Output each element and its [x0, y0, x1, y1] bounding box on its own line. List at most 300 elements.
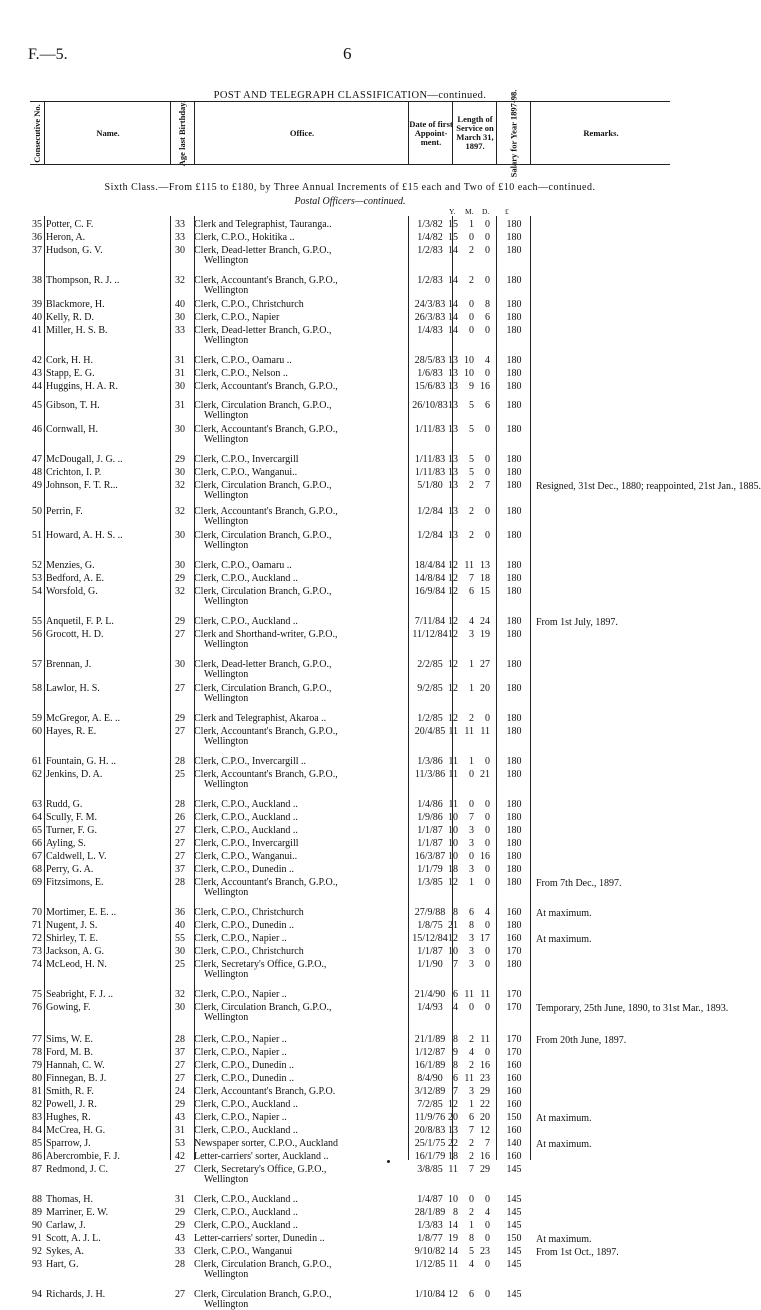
service-years: 14	[448, 245, 458, 256]
service-years: 13	[448, 1125, 458, 1136]
person-name: Abercrombie, F. J.	[46, 1151, 120, 1162]
service-years: 13	[448, 530, 458, 541]
office-line-continued: Wellington	[204, 1012, 249, 1023]
unit-days: D.	[482, 207, 490, 216]
appointment-date: 1/9/86	[417, 812, 443, 823]
person-name: Scully, F. M.	[46, 812, 98, 823]
row-number: 81	[32, 1086, 42, 1097]
office-line: Clerk, Accountant's Branch, G.P.O.,	[194, 769, 338, 780]
age: 40	[175, 920, 185, 931]
office	[194, 660, 406, 680]
age: 27	[175, 1164, 185, 1175]
service-days: 0	[485, 219, 490, 230]
service-years: 12	[448, 683, 458, 694]
age: 27	[175, 825, 185, 836]
office-line: Clerk, Accountant's Branch, G.P.O.,	[194, 726, 338, 737]
age: 31	[175, 1125, 185, 1136]
service-days: 22	[480, 1099, 490, 1110]
service-years: 14	[448, 1246, 458, 1257]
salary: 170	[506, 946, 522, 957]
appointment-date: 11/12/84	[412, 629, 448, 640]
remarks: At maximum.	[536, 1113, 592, 1124]
service-months: 3	[469, 959, 474, 970]
age: 29	[175, 1207, 185, 1218]
service-years: 13	[448, 400, 458, 411]
row-number: 48	[32, 467, 42, 478]
salary: 180	[506, 355, 522, 366]
service-years: 12	[448, 629, 458, 640]
person-name: Caldwell, L. V.	[46, 851, 107, 862]
service-months: 0	[469, 851, 474, 862]
service-days: 0	[485, 275, 490, 286]
appointment-date: 1/4/86	[417, 799, 443, 810]
column-header-name: Name.	[44, 102, 171, 164]
remarks: At maximum.	[536, 1139, 592, 1150]
office-line: Clerk, C.P.O., Christchurch	[194, 946, 304, 957]
office	[194, 1003, 406, 1023]
person-name: Grocott, H. D.	[46, 629, 104, 640]
service-months: 9	[469, 381, 474, 392]
office	[194, 800, 406, 810]
office-line-continued: Wellington	[204, 887, 249, 898]
salary: 180	[506, 756, 522, 767]
office-line: Clerk, C.P.O., Auckland ..	[194, 616, 298, 627]
service-years: 14	[448, 312, 458, 323]
salary: 140	[506, 1138, 522, 1149]
service-days: 4	[485, 907, 490, 918]
person-name: Nugent, J. S.	[46, 920, 98, 931]
office	[194, 401, 406, 421]
salary: 180	[506, 368, 522, 379]
service-years: 12	[448, 560, 458, 571]
column-header-remarks: Remarks.	[530, 102, 671, 164]
service-days: 0	[485, 467, 490, 478]
appointment-date: 1/4/83	[417, 325, 443, 336]
age: 42	[175, 1151, 185, 1162]
age: 32	[175, 275, 185, 286]
appointment-date: 3/12/89	[414, 1086, 446, 1097]
column-header-no: Consecutive No.	[31, 103, 42, 163]
age: 29	[175, 454, 185, 465]
office-line: Clerk, C.P.O., Auckland ..	[194, 1125, 298, 1136]
salary: 160	[506, 1086, 522, 1097]
office-line: Clerk, C.P.O., Napier ..	[194, 1034, 287, 1045]
salary: 145	[506, 1220, 522, 1231]
salary: 180	[506, 920, 522, 931]
age: 30	[175, 946, 185, 957]
office-line-continued: Wellington	[204, 1174, 249, 1185]
service-years: 13	[448, 454, 458, 465]
salary: 145	[506, 1259, 522, 1270]
office	[194, 865, 406, 875]
service-years: 12	[448, 1099, 458, 1110]
age: 33	[175, 325, 185, 336]
office-line-continued: Wellington	[204, 434, 249, 445]
office	[194, 1290, 406, 1310]
salary: 160	[506, 1125, 522, 1136]
office	[194, 921, 406, 931]
appointment-date: 26/10/83	[412, 400, 448, 411]
salary: 170	[506, 1047, 522, 1058]
salary: 180	[506, 381, 522, 392]
person-name: Cornwall, H.	[46, 424, 98, 435]
service-months: 3	[469, 946, 474, 957]
row-number: 42	[32, 355, 42, 366]
appointment-date: 7/2/85	[417, 1099, 443, 1110]
office	[194, 826, 406, 836]
age: 33	[175, 232, 185, 243]
salary: 180	[506, 480, 522, 491]
appointment-date: 1/11/83	[414, 467, 446, 478]
person-name: Shirley, T. E.	[46, 933, 99, 944]
service-days: 0	[485, 1194, 490, 1205]
office-line: Clerk, Circulation Branch, G.P.O.,	[194, 586, 332, 597]
office-line: Clerk, Accountant's Branch, G.P.O.,	[194, 275, 338, 286]
service-months: 1	[469, 1099, 474, 1110]
column-header-age: Age last Birthday.	[170, 102, 195, 164]
service-years: 11	[448, 756, 458, 767]
office-line-continued: Wellington	[204, 639, 249, 650]
service-years: 22	[448, 1138, 458, 1149]
service-days: 0	[485, 920, 490, 931]
office	[194, 878, 406, 898]
service-years: 20	[448, 1112, 458, 1123]
service-months: 5	[469, 400, 474, 411]
office	[194, 455, 406, 465]
age: 31	[175, 400, 185, 411]
salary: 180	[506, 454, 522, 465]
age: 30	[175, 381, 185, 392]
row-number: 43	[32, 368, 42, 379]
service-months: 8	[469, 920, 474, 931]
office	[194, 1195, 406, 1205]
service-days: 29	[480, 1164, 490, 1175]
service-days: 17	[480, 933, 490, 944]
office-line: Clerk, Accountant's Branch, G.P.O.,	[194, 424, 338, 435]
appointment-date: 28/1/89	[414, 1207, 446, 1218]
row-number: 74	[32, 959, 42, 970]
service-days: 0	[485, 1289, 490, 1300]
salary: 180	[506, 560, 522, 571]
office-line: Clerk, Circulation Branch, G.P.O.,	[194, 1002, 332, 1013]
office-line-continued: Wellington	[204, 255, 249, 266]
service-days: 16	[480, 851, 490, 862]
service-years: 13	[448, 480, 458, 491]
remarks: Resigned, 31st Dec., 1880; reappointed, 21st Jan., 1885.	[536, 481, 761, 492]
appointment-date: 9/2/85	[417, 683, 443, 694]
appointment-date: 1/1/87	[417, 825, 443, 836]
office	[194, 1074, 406, 1084]
row-number: 53	[32, 573, 42, 584]
appointment-date: 1/2/85	[417, 713, 443, 724]
service-years: 15	[448, 219, 458, 230]
service-months: 5	[469, 424, 474, 435]
row-number: 65	[32, 825, 42, 836]
service-months: 5	[469, 454, 474, 465]
service-months: 6	[469, 586, 474, 597]
service-days: 16	[480, 1151, 490, 1162]
service-days: 16	[480, 381, 490, 392]
appointment-date: 1/8/75	[417, 920, 443, 931]
service-days: 0	[485, 825, 490, 836]
service-years: 14	[448, 1220, 458, 1231]
service-years: 12	[448, 659, 458, 670]
person-name: McDougall, J. G. ..	[46, 454, 123, 465]
service-days: 0	[485, 756, 490, 767]
row-number: 94	[32, 1289, 42, 1300]
office	[194, 1247, 406, 1257]
office-line: Newspaper sorter, C.P.O., Auckland	[194, 1138, 339, 1149]
salary: 180	[506, 659, 522, 670]
row-number: 92	[32, 1246, 42, 1257]
age: 37	[175, 864, 185, 875]
office-line: Clerk, C.P.O., Dunedin ..	[194, 1073, 294, 1084]
office-line-continued: Wellington	[204, 335, 249, 346]
person-name: Sparrow, J.	[46, 1138, 91, 1149]
age: 25	[175, 769, 185, 780]
person-name: Seabright, F. J. ..	[46, 989, 113, 1000]
service-days: 0	[485, 959, 490, 970]
office	[194, 1139, 406, 1149]
age: 24	[175, 1086, 185, 1097]
person-name: Rudd, G.	[46, 799, 83, 810]
service-years: 8	[453, 1207, 458, 1218]
service-months: 1	[469, 877, 474, 888]
row-number: 84	[32, 1125, 42, 1136]
person-name: Fountain, G. H. ..	[46, 756, 116, 767]
row-number: 60	[32, 726, 42, 737]
salary: 145	[506, 1289, 522, 1300]
office	[194, 1165, 406, 1185]
age: 26	[175, 812, 185, 823]
service-months: 11	[464, 1073, 474, 1084]
appointment-date: 14/8/84	[414, 573, 446, 584]
person-name: Blackmore, H.	[46, 299, 105, 310]
office-line-continued: Wellington	[204, 669, 249, 680]
salary: 160	[506, 1060, 522, 1071]
office-line-continued: Wellington	[204, 1299, 249, 1310]
office-line: Clerk, C.P.O., Dunedin ..	[194, 920, 294, 931]
column-rule	[44, 216, 45, 1160]
service-days: 16	[480, 1060, 490, 1071]
service-years: 11	[448, 799, 458, 810]
row-number: 61	[32, 756, 42, 767]
remarks: Temporary, 25th June, 1890, to 31st Mar., 1893.	[536, 1003, 729, 1014]
appointment-date: 8/4/90	[417, 1073, 443, 1084]
person-name: Smith, R. F.	[46, 1086, 94, 1097]
remarks: At maximum.	[536, 908, 592, 919]
service-years: 10	[448, 812, 458, 823]
office	[194, 1087, 406, 1097]
age: 32	[175, 480, 185, 491]
service-years: 13	[448, 355, 458, 366]
service-months: 10	[464, 355, 474, 366]
appointment-date: 1/1/79	[417, 864, 443, 875]
row-number: 79	[32, 1060, 42, 1071]
row-number: 44	[32, 381, 42, 392]
service-years: 12	[448, 1289, 458, 1300]
office-line-continued: Wellington	[204, 969, 249, 980]
service-months: 4	[469, 616, 474, 627]
salary: 160	[506, 933, 522, 944]
office-line: Clerk, C.P.O., Oamaru ..	[194, 560, 292, 571]
age: 37	[175, 1047, 185, 1058]
salary: 160	[506, 1073, 522, 1084]
office-line: Clerk, C.P.O., Christchurch	[194, 907, 304, 918]
service-months: 2	[469, 1151, 474, 1162]
row-number: 80	[32, 1073, 42, 1084]
person-name: Marriner, E. W.	[46, 1207, 109, 1218]
person-name: Crichton, I. P.	[46, 467, 102, 478]
office	[194, 561, 406, 571]
row-number: 91	[32, 1233, 42, 1244]
office-line: Clerk, C.P.O., Christchurch	[194, 299, 304, 310]
office	[194, 1260, 406, 1280]
office	[194, 684, 406, 704]
service-days: 0	[485, 946, 490, 957]
row-number: 85	[32, 1138, 42, 1149]
service-years: 10	[448, 1194, 458, 1205]
office-line-continued: Wellington	[204, 410, 249, 421]
column-header-office: Office.	[194, 102, 409, 164]
service-years: 10	[448, 825, 458, 836]
person-name: Anquetil, F. P. L.	[46, 616, 114, 627]
office-line-continued: Wellington	[204, 1269, 249, 1280]
service-days: 15	[480, 586, 490, 597]
salary: 180	[506, 312, 522, 323]
salary: 180	[506, 299, 522, 310]
appointment-date: 16/9/84	[414, 586, 446, 597]
person-name: Perry, G. A.	[46, 864, 94, 875]
row-number: 56	[32, 629, 42, 640]
salary: 180	[506, 506, 522, 517]
remarks: At maximum.	[536, 934, 592, 945]
page-mark	[387, 1160, 390, 1163]
office	[194, 1152, 406, 1162]
appointment-date: 1/6/83	[417, 368, 443, 379]
service-days: 0	[485, 1233, 490, 1244]
service-days: 0	[485, 454, 490, 465]
office-line-continued: Wellington	[204, 736, 249, 747]
service-days: 7	[485, 1138, 490, 1149]
appointment-date: 7/11/84	[414, 616, 446, 627]
row-number: 50	[32, 506, 42, 517]
office-line: Clerk, Circulation Branch, G.P.O.,	[194, 1289, 332, 1300]
person-name: Howard, A. H. S. ..	[46, 530, 123, 541]
service-months: 0	[469, 232, 474, 243]
service-years: 4	[453, 1002, 458, 1013]
service-years: 14	[448, 299, 458, 310]
service-days: 11	[480, 1034, 490, 1045]
age: 28	[175, 1034, 185, 1045]
service-years: 12	[448, 573, 458, 584]
person-name: Gowing, F.	[46, 1002, 91, 1013]
office	[194, 587, 406, 607]
appointment-date: 9/10/82	[414, 1246, 446, 1257]
office-line: Clerk and Telegraphist, Tauranga..	[194, 219, 332, 230]
salary: 160	[506, 1151, 522, 1162]
person-name: Thompson, R. J. ..	[46, 275, 120, 286]
remarks: From 1st Oct., 1897.	[536, 1247, 619, 1258]
service-years: 6	[453, 1073, 458, 1084]
service-days: 7	[485, 480, 490, 491]
unit-months: M.	[465, 207, 474, 216]
service-days: 29	[480, 1086, 490, 1097]
appointment-date: 25/1/75	[414, 1138, 446, 1149]
service-months: 1	[469, 1220, 474, 1231]
service-years: 11	[448, 726, 458, 737]
service-months: 2	[469, 1138, 474, 1149]
service-months: 6	[469, 907, 474, 918]
service-months: 6	[469, 1112, 474, 1123]
row-number: 68	[32, 864, 42, 875]
office-line: Clerk, Secretary's Office, G.P.O.,	[194, 1164, 327, 1175]
service-years: 13	[448, 381, 458, 392]
salary: 170	[506, 1034, 522, 1045]
age: 27	[175, 851, 185, 862]
service-months: 7	[469, 812, 474, 823]
column-rule	[530, 216, 531, 1160]
row-number: 38	[32, 275, 42, 286]
office	[194, 617, 406, 627]
office-line: Clerk, C.P.O., Napier ..	[194, 1112, 287, 1123]
appointment-date: 1/12/85	[414, 1259, 446, 1270]
row-number: 76	[32, 1002, 42, 1013]
age: 53	[175, 1138, 185, 1149]
service-years: 10	[448, 838, 458, 849]
appointment-date: 2/2/85	[417, 659, 443, 670]
service-days: 0	[485, 232, 490, 243]
office	[194, 1126, 406, 1136]
salary: 180	[506, 616, 522, 627]
office-line-continued: Wellington	[204, 693, 249, 704]
service-days: 0	[485, 713, 490, 724]
appointment-date: 11/3/86	[414, 769, 446, 780]
salary: 180	[506, 851, 522, 862]
person-name: Potter, C. F.	[46, 219, 94, 230]
office-line: Clerk, C.P.O., Auckland ..	[194, 812, 298, 823]
appointment-date: 1/4/93	[417, 1002, 443, 1013]
office-line: Clerk, C.P.O., Hokitika ..	[194, 232, 295, 243]
service-days: 0	[485, 1259, 490, 1270]
remarks: At maximum.	[536, 1234, 592, 1245]
service-months: 2	[469, 713, 474, 724]
salary: 180	[506, 683, 522, 694]
age: 27	[175, 1060, 185, 1071]
age: 33	[175, 1246, 185, 1257]
service-days: 0	[485, 1047, 490, 1058]
person-name: McLeod, H. N.	[46, 959, 107, 970]
row-number: 40	[32, 312, 42, 323]
service-months: 2	[469, 275, 474, 286]
appointment-date: 1/4/82	[417, 232, 443, 243]
service-months: 7	[469, 1164, 474, 1175]
office	[194, 507, 406, 527]
office	[194, 326, 406, 346]
service-years: 13	[448, 368, 458, 379]
service-days: 0	[485, 877, 490, 888]
appointment-date: 1/11/83	[414, 454, 446, 465]
service-days: 23	[480, 1246, 490, 1257]
row-number: 37	[32, 245, 42, 256]
salary: 180	[506, 629, 522, 640]
salary: 180	[506, 838, 522, 849]
salary: 180	[506, 864, 522, 875]
service-years: 8	[453, 907, 458, 918]
remarks: From 1st July, 1897.	[536, 617, 618, 628]
salary: 180	[506, 219, 522, 230]
appointment-date: 1/1/90	[417, 959, 443, 970]
